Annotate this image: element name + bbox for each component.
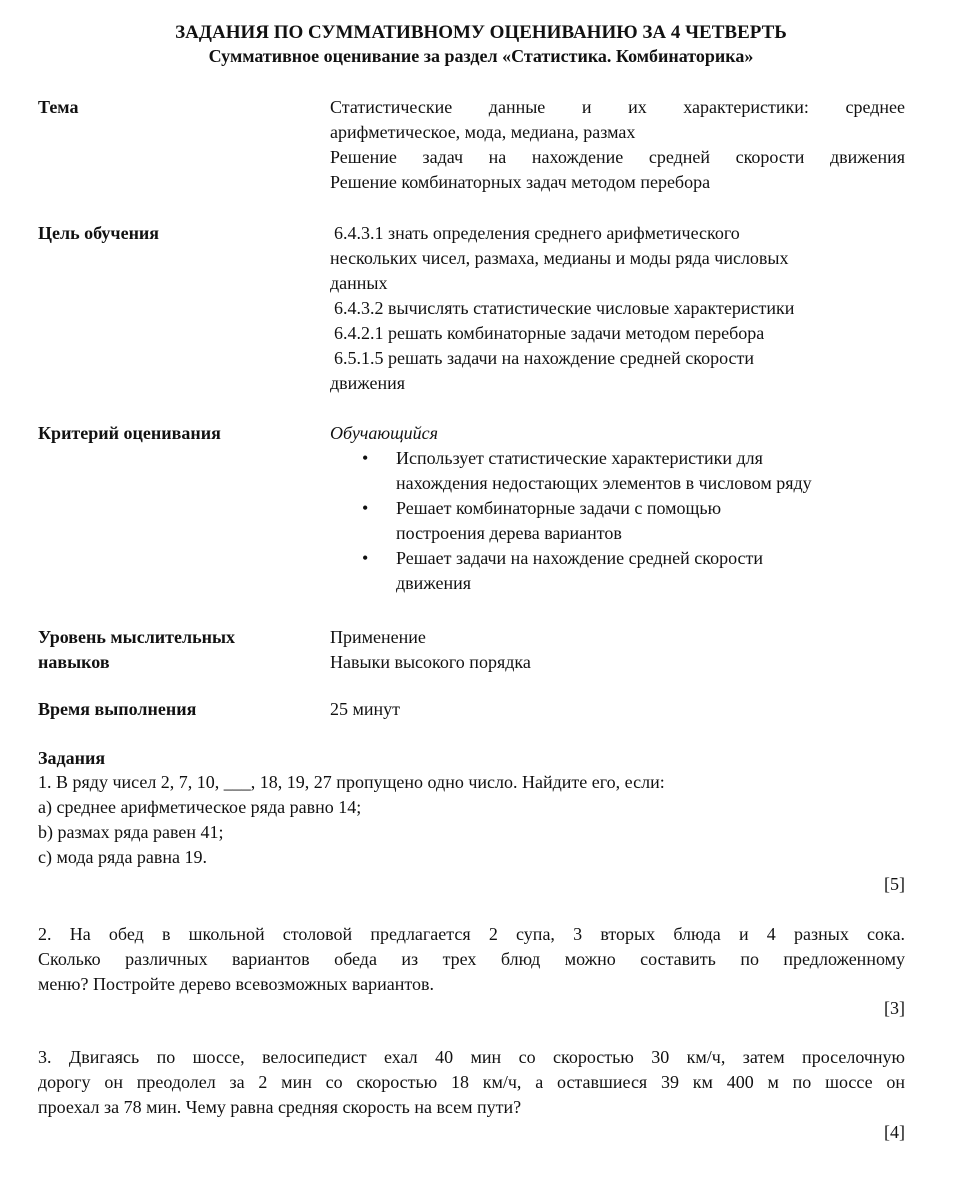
topic-line: арифметическое, мода, медиана, размах	[330, 122, 636, 142]
goal-line: данных	[330, 273, 388, 293]
task-1-score: [5]	[884, 874, 905, 894]
task-1-line: 1. В ряду чисел 2, 7, 10, ___, 18, 19, 27 пропущено одно число. Найдите его, если:	[38, 772, 665, 792]
criteria-item-line: • Решает комбинаторные задачи с помощью	[396, 498, 722, 518]
task-3-line: дорогу он преодолел за 2 мин со скоростью 18 км/ч, а оставшиеся 39 км 400 м по шоссе он	[38, 1072, 905, 1092]
goal-line: движения	[330, 373, 406, 393]
criteria-item	[330, 496, 905, 546]
skills-label	[38, 625, 318, 675]
task-3-line: 3. Двигаясь по шоссе, велосипедист ехал 40 мин со скоростью 30 км/ч, затем проселочную	[38, 1047, 905, 1067]
criteria-item-line: построения дерева вариантов	[396, 523, 622, 543]
skills-label-line: навыков	[38, 652, 110, 672]
task-2-score: [3]	[884, 998, 905, 1018]
goal-label: Цель обучения	[38, 223, 160, 243]
skills-label-line: Уровень мыслительных	[38, 627, 236, 647]
skills-value	[330, 625, 905, 675]
topic-line: Решение задач на нахождение средней скорости движения	[330, 147, 905, 167]
topic-line: Решение комбинаторных задач методом перебора	[330, 172, 711, 192]
document-subtitle: Суммативное оценивание за раздел «Статистика. Комбинаторика»	[208, 46, 754, 66]
goal-line: нескольких чисел, размаха, медианы и моды ряда числовых	[330, 248, 789, 268]
goal-line: 6.4.3.1 знать определения среднего арифметического	[334, 223, 740, 243]
task-3	[38, 1045, 905, 1120]
tasks-heading: Задания	[38, 748, 106, 768]
task-1-line: c) мода ряда равна 19.	[38, 847, 208, 867]
topic-label: Тема	[38, 97, 79, 117]
criteria-item	[330, 546, 905, 596]
goal-line: 6.5.1.5 решать задачи на нахождение средней скорости	[334, 348, 755, 368]
skills-line: Навыки высокого порядка	[330, 652, 531, 672]
task-2	[38, 922, 905, 997]
goal-value	[330, 221, 905, 396]
task-3-line: проехал за 78 мин. Чему равна средняя скорость на всем пути?	[38, 1097, 522, 1117]
topic-line: Статистические данные и их характеристики: среднее	[330, 97, 905, 117]
criteria-label: Критерий оценивания	[38, 423, 221, 443]
goal-line: 6.4.3.2 вычислять статистические числовые характеристики	[334, 298, 795, 318]
time-value: 25 минут	[330, 699, 401, 719]
criteria-intro: Обучающийся	[330, 423, 439, 443]
task-3-score: [4]	[884, 1122, 905, 1142]
criteria-item-line: • Решает задачи на нахождение средней скорости	[396, 548, 764, 568]
criteria-item-line: нахождения недостающих элементов в числовом ряду	[396, 473, 812, 493]
document-title: ЗАДАНИЯ ПО СУММАТИВНОМУ ОЦЕНИВАНИЮ ЗА 4 ЧЕТВЕРТЬ	[175, 22, 787, 43]
criteria-list	[330, 446, 905, 596]
criteria-value	[330, 421, 905, 596]
task-2-line: Сколько различных вариантов обеда из трех блюд можно составить по предложенному	[38, 949, 905, 969]
criteria-item	[330, 446, 905, 496]
task-1-line: b) размах ряда равен 41;	[38, 822, 224, 842]
topic-value	[330, 95, 905, 195]
task-2-line: 2. На обед в школьной столовой предлагается 2 супа, 3 вторых блюда и 4 разных сока.	[38, 924, 905, 944]
task-1-line: а) среднее арифметическое ряда равно 14;	[38, 797, 362, 817]
criteria-item-line: движения	[396, 573, 472, 593]
goal-line: 6.4.2.1 решать комбинаторные задачи методом перебора	[334, 323, 765, 343]
time-label: Время выполнения	[38, 699, 197, 719]
criteria-item-line: • Использует статистические характеристики для	[396, 448, 763, 468]
task-1	[38, 770, 905, 870]
task-2-line: меню? Постройте дерево всевозможных вариантов.	[38, 974, 435, 994]
skills-line: Применение	[330, 627, 426, 647]
